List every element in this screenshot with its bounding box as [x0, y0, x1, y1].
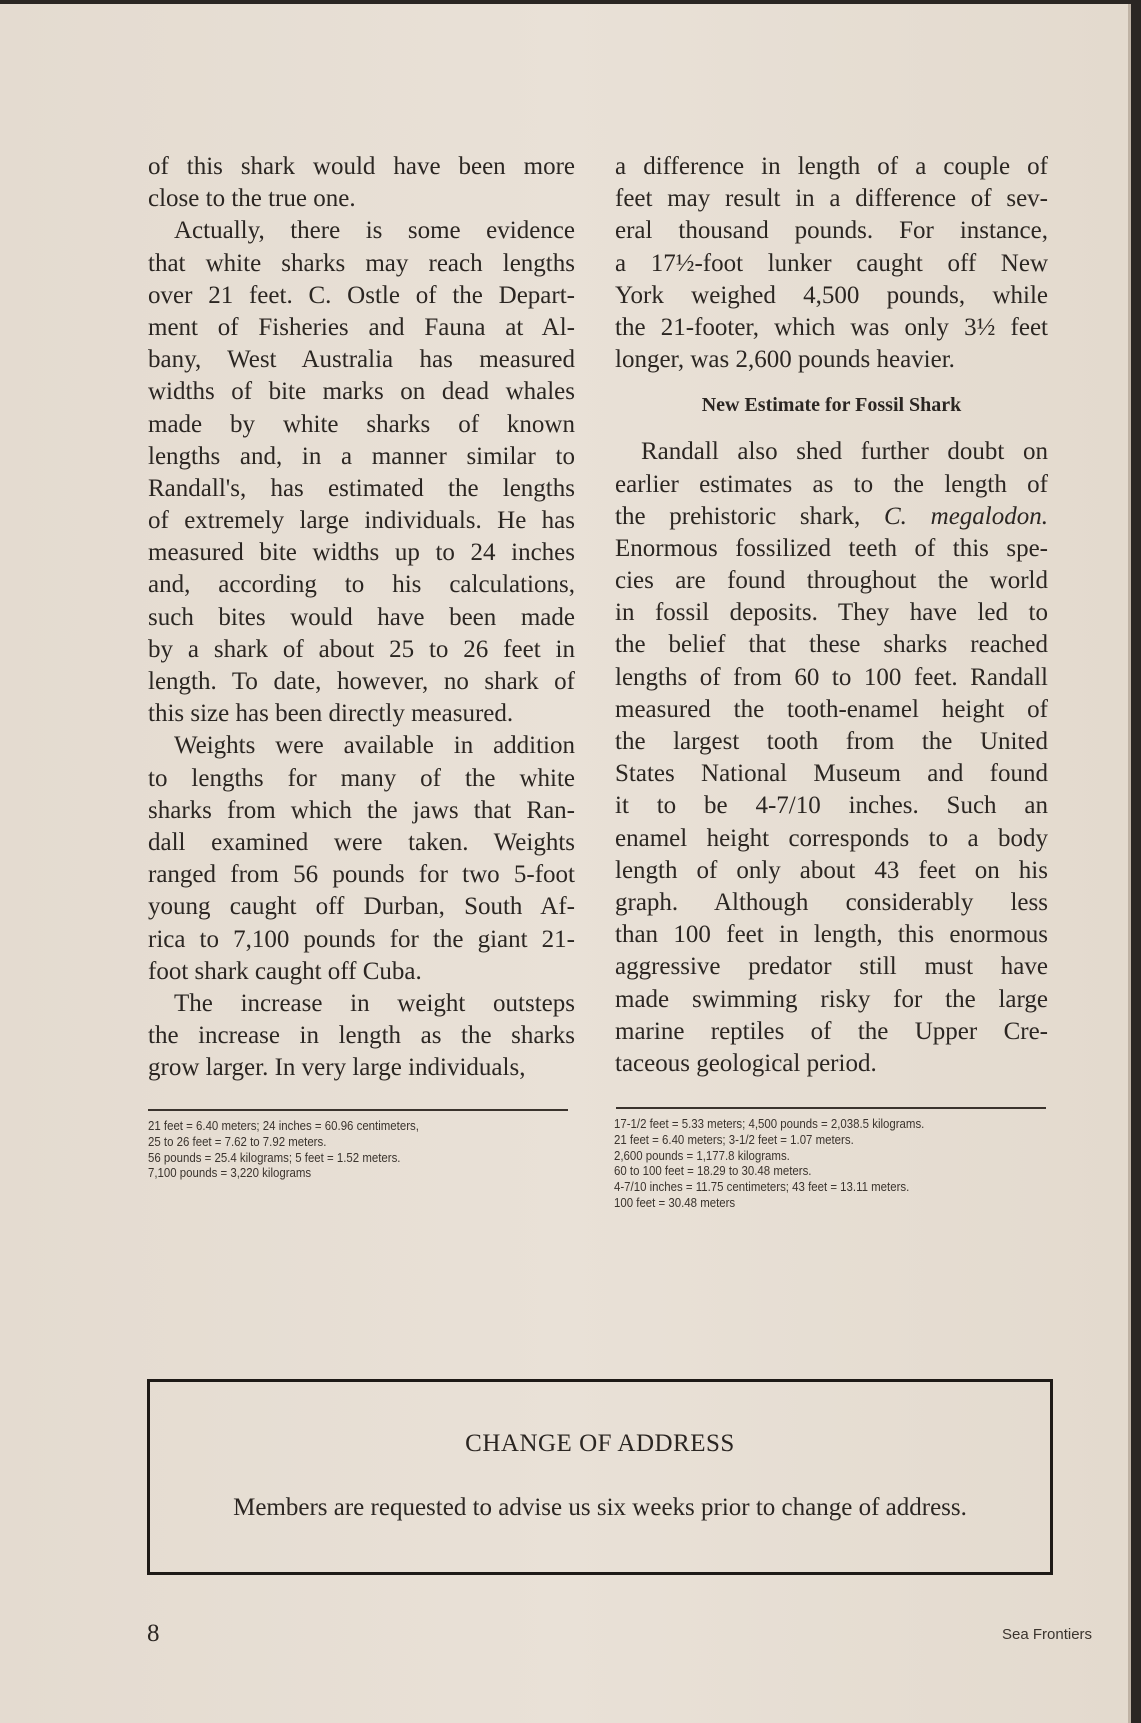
text-line: eral thousand pounds. For instance, — [615, 217, 1048, 245]
footnote-line: 4-7/10 inches = 11.75 centimeters; 43 feet = 13.11 meters. — [614, 1179, 910, 1195]
text-line: by a shark of about 25 to 26 feet in — [148, 635, 575, 663]
text-line: the belief that these sharks reached — [615, 631, 1048, 659]
page-number: 8 — [147, 1620, 160, 1647]
text-line: made swimming risky for the large — [615, 985, 1048, 1013]
footnotes-right — [614, 1116, 924, 1211]
footnote-line: 2,600 pounds = 1,177.8 kilograms. — [614, 1147, 790, 1163]
footnote-line: 21 feet = 6.40 meters; 3-1/2 feet = 1.07 meters. — [614, 1131, 854, 1147]
text-line: Weights were available in addition — [174, 732, 575, 760]
text-line: of extremely large individuals. He has — [148, 507, 575, 535]
text-line: feet may result in a difference of sev- — [615, 185, 1048, 213]
text-line: Randall also shed further doubt on — [641, 438, 1048, 466]
text-line: length of only about 43 feet on his — [615, 856, 1048, 884]
text-line: foot shark caught off Cuba. — [148, 957, 422, 985]
magazine-page — [0, 4, 1131, 1723]
text-line: young caught off Durban, South Af- — [148, 893, 575, 921]
text-line: marine reptiles of the Upper Cre- — [615, 1017, 1048, 1045]
text-line: aggressive predator still must have — [615, 953, 1048, 981]
text-line: dall examined were taken. Weights — [148, 828, 575, 856]
text-line: widths of bite marks on dead whales — [148, 378, 575, 406]
text-span: the prehistoric shark, — [615, 502, 884, 530]
text-line: rica to 7,100 pounds for the giant 21- — [148, 925, 575, 953]
footnote-line: 60 to 100 feet = 18.29 to 30.48 meters. — [614, 1163, 812, 1179]
text-line: earlier estimates as to the length of — [615, 470, 1048, 498]
footnote-line: 17-1/2 feet = 5.33 meters; 4,500 pounds = 2,038.5 kilograms. — [614, 1116, 925, 1131]
text-line: lengths of from 60 to 100 feet. Randall — [615, 663, 1048, 691]
box-title: CHANGE OF ADDRESS — [465, 1430, 735, 1457]
text-line: sharks from which the jaws that Ran- — [148, 796, 575, 824]
text-line: in fossil deposits. They have led to — [615, 599, 1048, 627]
footnotes-left — [148, 1118, 419, 1181]
text-line: over 21 feet. C. Ostle of the Depart- — [148, 281, 575, 309]
text-line: the increase in length as the sharks — [148, 1022, 575, 1050]
text-line: that white sharks may reach lengths — [148, 249, 575, 277]
text-line: this size has been directly measured. — [148, 700, 514, 728]
right-column — [615, 151, 1048, 1080]
footnote-line: 56 pounds = 25.4 kilograms; 5 feet = 1.52 meters. — [148, 1149, 401, 1165]
text-line: and, according to his calculations, — [148, 571, 575, 599]
text-line: States National Museum and found — [615, 760, 1048, 788]
text-line: to lengths for many of the white — [148, 764, 575, 792]
text-line: of this shark would have been more — [148, 153, 575, 180]
text-line: The increase in weight outsteps — [174, 989, 575, 1017]
text-line: Actually, there is some evidence — [174, 217, 575, 245]
text-line: cies are found throughout the world — [615, 567, 1048, 595]
left-column — [148, 151, 575, 1084]
footnote-divider-left — [148, 1109, 568, 1111]
text-line: taceous geological period. — [615, 1049, 877, 1077]
box-text: Members are requested to advise us six weeks prior to change of address. — [233, 1494, 967, 1521]
text-line: the largest tooth from the United — [615, 728, 1048, 755]
text-line: than 100 feet in length, this enormous — [615, 921, 1048, 949]
text-line: Enormous fossilized teeth of this spe- — [615, 534, 1048, 562]
text-line: Randall's, has estimated the lengths — [148, 474, 575, 502]
text-line: it to be 4-7/10 inches. Such an — [615, 792, 1048, 820]
section-heading: New Estimate for Fossil Shark — [701, 394, 962, 417]
text-line: such bites would have been made — [148, 603, 575, 631]
text-line: length. To date, however, no shark of — [148, 668, 575, 695]
footnote-line: 25 to 26 feet = 7.62 to 7.92 meters. — [148, 1133, 327, 1149]
footnote-divider-right — [616, 1107, 1046, 1109]
species-name: C. megalodon. — [884, 502, 1048, 530]
change-of-address-box — [147, 1379, 1053, 1575]
text-line: a 17½-foot lunker caught off New — [615, 249, 1048, 277]
text-line: graph. Although considerably less — [615, 888, 1048, 916]
text-line: measured the tooth-enamel height of — [615, 695, 1048, 723]
text-line: grow larger. In very large individuals, — [148, 1054, 526, 1082]
text-line: lengths and, in a manner similar to — [148, 442, 575, 470]
text-line: enamel height corresponds to a body — [615, 824, 1048, 852]
text-line: the 21-footer, which was only 3½ feet — [615, 313, 1048, 341]
text-line: ment of Fisheries and Fauna at Al- — [148, 313, 575, 341]
footnote-line: 100 feet = 30.48 meters — [614, 1194, 736, 1210]
text-line: longer, was 2,600 pounds heavier. — [615, 346, 955, 374]
text-line — [615, 501, 1048, 533]
text-line: a difference in length of a couple of — [615, 153, 1048, 180]
text-line: measured bite widths up to 24 inches — [148, 539, 575, 567]
magazine-name: Sea Frontiers — [1002, 1626, 1093, 1643]
text-line: made by white sharks of known — [148, 410, 575, 438]
text-line: bany, West Australia has measured — [148, 346, 575, 374]
text-line: ranged from 56 pounds for two 5-foot — [148, 861, 575, 889]
footnote-line: 21 feet = 6.40 meters; 24 inches = 60.96 centimeters, — [148, 1118, 419, 1133]
text-line: close to the true one. — [148, 185, 356, 213]
footnote-line: 7,100 pounds = 3,220 kilograms — [148, 1165, 312, 1181]
text-line: York weighed 4,500 pounds, while — [615, 281, 1048, 309]
